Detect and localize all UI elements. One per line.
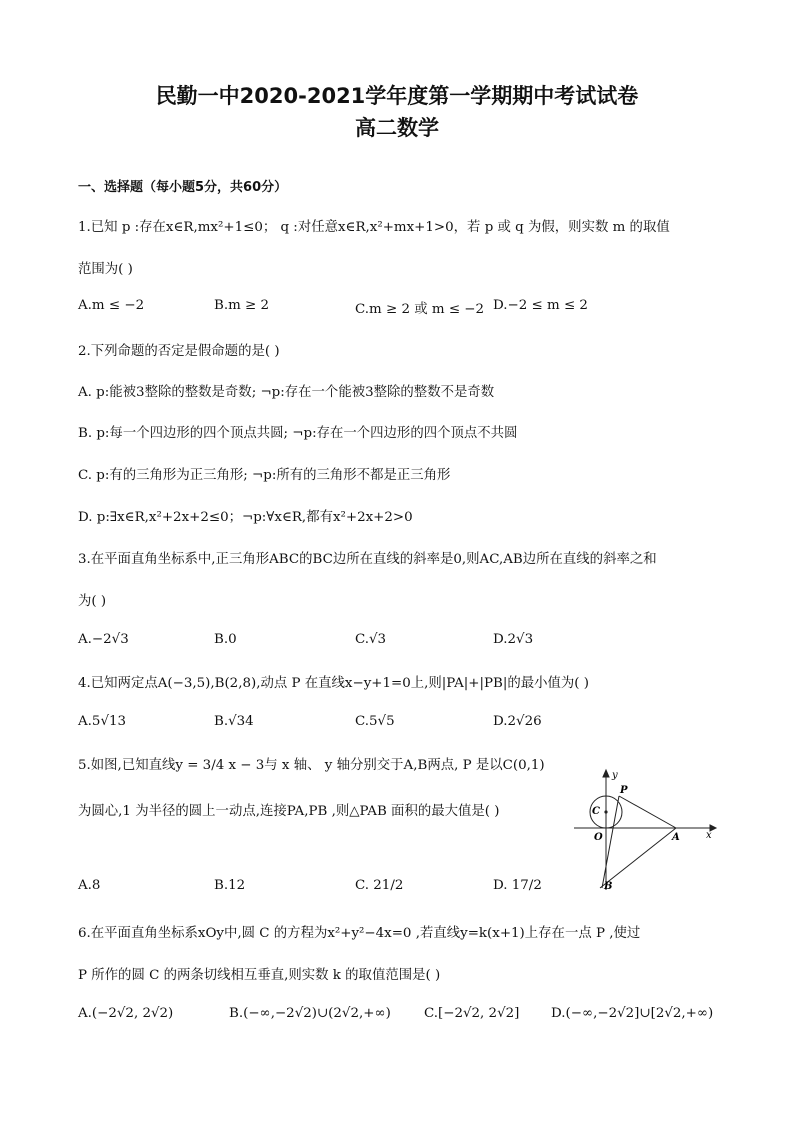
- q5-option-a: A.8: [78, 878, 101, 893]
- q6-line2: P 所作的圆 C 的两条切线相互垂直,则实数 k 的取值范围是( ): [78, 968, 441, 983]
- q2-option-d: D. p:∃x∈R,x²+2x+2≤0；¬p:∀x∈R,都有x²+2x+2>0: [78, 510, 413, 525]
- q1-option-b: B.m ≥ 2: [214, 298, 270, 313]
- q5-figure: [570, 766, 720, 896]
- q1-option-d: D.−2 ≤ m ≤ 2: [493, 298, 588, 313]
- q3-line1: 3.在平面直角坐标系中,正三角形ABC的BC边所在直线的斜率是0,则AC,AB边所在直线的斜率之和: [78, 552, 657, 567]
- q6-option-d: D.(−∞,−2√2]∪[2√2,+∞): [551, 1006, 714, 1021]
- point-p-label: P: [620, 785, 628, 796]
- q4-option-b: B.√34: [214, 714, 254, 729]
- q1-line1: 1.已知 p :存在x∈R,mx²+1≤0； q :对任意x∈R,x²+mx+1>0，若 p 或 q 为假，则实数 m 的取值: [78, 220, 670, 235]
- q4-stem: 4.已知两定点A(−3,5),B(2,8),动点 P 在直线x−y+1=0上,则|PA|+|PB|的最小值为( ): [78, 676, 590, 691]
- q1-line2: 范围为( ): [78, 262, 133, 277]
- segment-pa: [619, 796, 676, 828]
- q2-stem: 2.下列命题的否定是假命题的是( ): [78, 344, 280, 359]
- y-axis-label: y: [612, 770, 618, 781]
- x-axis-label: x: [706, 830, 712, 841]
- section-heading: 一、选择题（每小题5分，共60分）: [78, 180, 288, 195]
- q5-line2: 为圆心,1 为半径的圆上一动点,连接PA,PB ,则△PAB 面积的最大值是( ): [78, 804, 500, 819]
- q3-option-b: B.0: [214, 632, 237, 647]
- exam-title: 民勤一中2020-2021学年度第一学期期中考试试卷: [155, 84, 639, 108]
- q6-line1: 6.在平面直角坐标系xOy中,圆 C 的方程为x²+y²−4x=0 ,若直线y=k(x+1)上存在一点 P ,使过: [78, 926, 641, 941]
- q6-option-a: A.(−2√2, 2√2): [78, 1006, 174, 1021]
- q2-option-b: B. p:每一个四边形的四个顶点共圆; ¬p:存在一个四边形的四个顶点不共圆: [78, 426, 518, 441]
- point-a-label: A: [672, 832, 680, 843]
- point-b-label: B: [604, 881, 613, 892]
- q1-option-c: C.m ≥ 2 或 m ≤ −2: [355, 302, 485, 317]
- q3-option-d: D.2√3: [493, 632, 534, 647]
- q3-line2: 为( ): [78, 594, 107, 609]
- segment-pb: [602, 796, 619, 888]
- q3-option-a: A.−2√3: [78, 632, 129, 647]
- q5-option-b: B.12: [214, 878, 246, 893]
- q3-option-c: C.√3: [355, 632, 387, 647]
- q4-option-d: D.2√26: [493, 714, 542, 729]
- q5-option-c: C. 21/2: [355, 878, 404, 893]
- q6-option-c: C.[−2√2, 2√2]: [424, 1006, 520, 1021]
- origin-label: O: [594, 832, 603, 843]
- q2-option-a: A. p:能被3整除的整数是奇数; ¬p:存在一个能被3整除的整数不是奇数: [78, 385, 495, 400]
- exam-subtitle: 高二数学: [355, 116, 439, 140]
- q4-option-a: A.5√13: [78, 714, 127, 729]
- center-dot: [604, 810, 607, 813]
- point-c-label: C: [592, 806, 600, 817]
- q2-option-c: C. p:有的三角形为正三角形; ¬p:所有的三角形不都是正三角形: [78, 468, 451, 483]
- q6-option-b: B.(−∞,−2√2)∪(2√2,+∞): [229, 1006, 391, 1021]
- q4-option-c: C.5√5: [355, 714, 395, 729]
- q1-option-a: A.m ≤ −2: [78, 298, 145, 313]
- q5-line1: 5.如图,已知直线y = 3/4 x − 3与 x 轴、 y 轴分别交于A,B两点, P 是以C(0,1): [78, 758, 545, 773]
- y-axis-arrow: [603, 770, 609, 777]
- q5-option-d: D. 17/2: [493, 878, 542, 893]
